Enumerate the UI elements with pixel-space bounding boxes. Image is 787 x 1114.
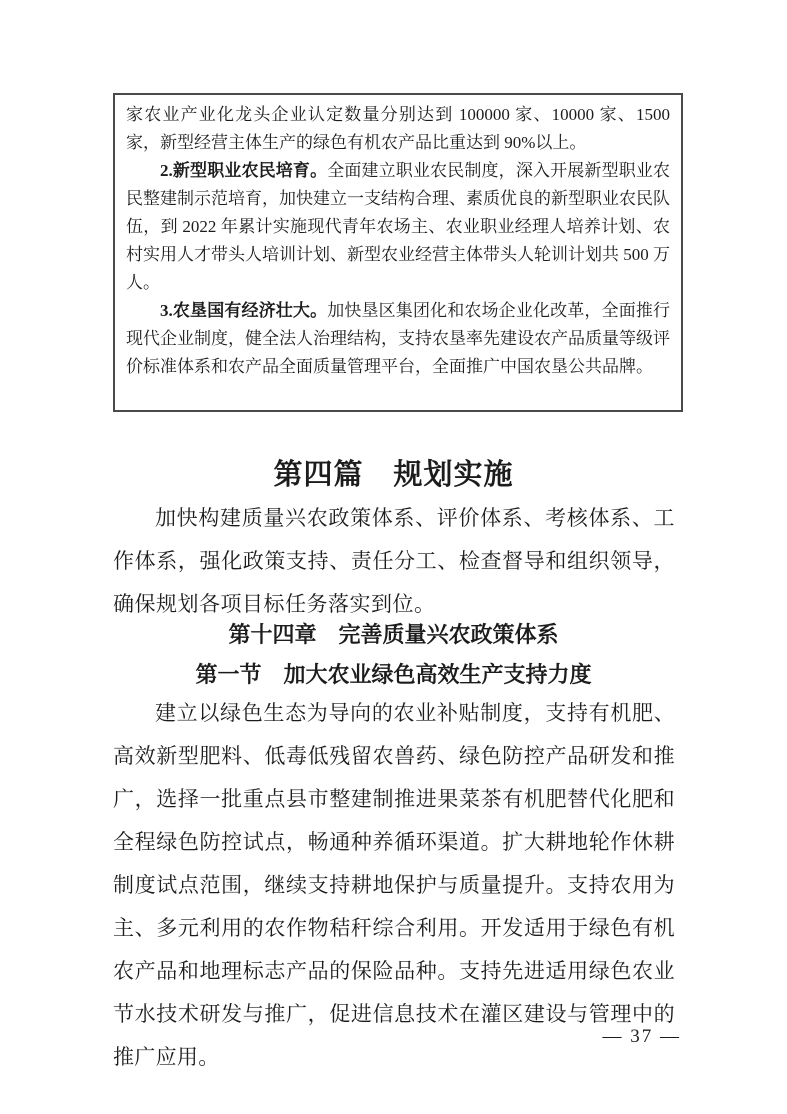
box-paragraph-text: 加快垦区集团化和农场企业化改革，全面推行现代企业制度，健全法人治理结构，支持农垦率先建设农产品质量等级评价标准体系和农产品全面质量管理平台，全面推广中国农垦公共品牌。 [126,301,671,376]
box-paragraph-item-3 [126,297,670,381]
section-heading: 第一节 加大农业绿色高效生产支持力度 [195,662,592,687]
body-paragraph: 建立以绿色生态为导向的农业补贴制度，支持有机肥、高效新型肥料、低毒低残留农兽药、绿色防控产品研发和推广，选择一批重点县市整建制推进果菜茶有机肥替代化肥和全程绿色防控试点，畅通种养循环渠道。扩大耕地轮作休耕制度试点范围，继续支持耕地保护与质量提升。支持农用为主、多元利用的农作物秸秆综合利用。开发适用于绿色有机农产品和地理标志产品的保险品种。支持先进适用绿色农业节水技术研发与推广，促进信息技术在灌区建设与管理中的推广应用。 [113,701,675,1069]
box-paragraph-item-2 [126,157,670,297]
boxed-text-panel [113,93,683,412]
page-number: — 37 — [602,1026,681,1047]
box-paragraph-lead: 2.新型职业农民培育。 [160,161,328,180]
part-heading: 第四篇 规划实施 [273,459,514,491]
box-paragraph-lead: 3.农垦国有经济壮大。 [160,301,328,320]
intro-paragraph: 加快构建质量兴农政策体系、评价体系、考核体系、工作体系，强化政策支持、责任分工、检查督导和组织领导，确保规划各项目标任务落实到位。 [113,506,675,616]
chapter-heading: 第十四章 完善质量兴农政策体系 [228,622,559,647]
box-paragraph-text: 全面建立职业农民制度，深入开展新型职业农民整建制示范培育，加快建立一支结构合理、素质优良的新型职业农民队伍，到 2022 年累计实施现代青年农场主、农业职业经理人培养计划、农村实用人才带头人培训计划、新型农业经营主体带头人轮训计划共 500 万人。 [126,161,671,292]
box-paragraph-continuation [126,101,670,157]
box-paragraph-text: 家农业产业化龙头企业认定数量分别达到 100000 家、10000 家、1500 家，新型经营主体生产的绿色有机农产品比重达到 90%以上。 [126,105,670,152]
